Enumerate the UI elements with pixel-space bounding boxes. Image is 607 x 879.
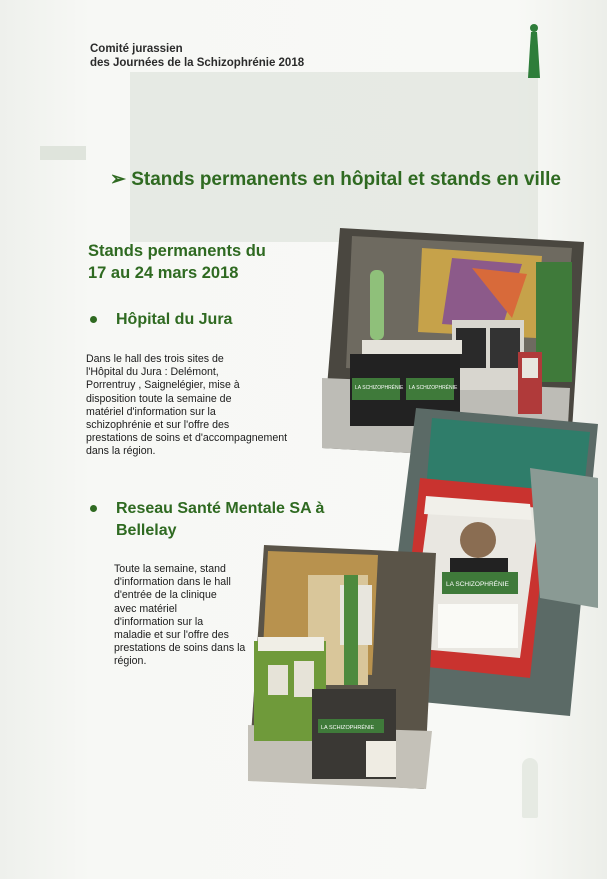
text-line: schizophrénie et sur l'offre des bbox=[86, 419, 230, 432]
text-line: dans la région. bbox=[86, 445, 156, 458]
reseau-text bbox=[114, 563, 254, 669]
banner-text: LA SCHIZOPHRÉNIE bbox=[355, 385, 404, 391]
text-line: d'information sur la bbox=[114, 615, 204, 628]
header-line-1: Comité jurassien bbox=[90, 43, 183, 55]
text-line: l'Hôpital du Jura : Delémont, bbox=[86, 366, 219, 379]
banner-text: LA SCHIZOPHRÉNIE bbox=[446, 581, 509, 588]
subtitle-line-2: 17 au 24 mars 2018 bbox=[88, 264, 239, 282]
bleed-through-band bbox=[130, 72, 538, 242]
bullet-dot-icon bbox=[90, 316, 97, 323]
banner-text: LA SCHIZOPHRÉNIE bbox=[409, 385, 458, 391]
hospital-text bbox=[86, 353, 326, 459]
text-line: d'entrée de la clinique bbox=[114, 589, 217, 602]
text-line: Porrentruy , Saignelégier, mise à bbox=[86, 379, 240, 392]
text-line: région. bbox=[114, 655, 147, 668]
bullet-dot-icon bbox=[90, 505, 97, 512]
header-line-2: des Journées de la Schizophrénie 2018 bbox=[90, 57, 305, 69]
page-header bbox=[90, 42, 304, 70]
text-line: Toute la semaine, stand bbox=[114, 563, 226, 575]
text-line: d'information dans le hall bbox=[114, 576, 231, 589]
logo-figure-icon bbox=[524, 22, 544, 80]
section-title-text: Stands permanents en hôpital et stands en ville bbox=[131, 169, 561, 190]
text-line: disposition toute la semaine de bbox=[86, 392, 232, 405]
subtitle-line-1: Stands permanents du bbox=[88, 242, 266, 260]
section-title bbox=[110, 168, 561, 191]
reseau-heading bbox=[116, 498, 324, 542]
hospital-heading: Hôpital du Jura bbox=[116, 311, 233, 328]
text-line: prestations de soins dans la bbox=[114, 642, 246, 655]
bleed-through-figure bbox=[522, 758, 538, 818]
photo-clinic-stand bbox=[248, 545, 436, 789]
subtitle bbox=[88, 240, 288, 284]
text-line: Dans le hall des trois sites de bbox=[86, 353, 224, 365]
text-line: matériel d'information sur la bbox=[86, 405, 216, 418]
bleed-through-arrow bbox=[40, 146, 86, 160]
reseau-heading-line-1: Reseau Santé Mentale SA à bbox=[116, 500, 325, 517]
text-line: avec matériel bbox=[114, 602, 177, 615]
reseau-heading-line-2: Bellelay bbox=[116, 522, 177, 539]
arrow-bullet-icon: ➢ bbox=[110, 169, 126, 190]
text-line: prestations de soins et d'accompagnement bbox=[86, 432, 288, 445]
text-line: maladie et sur l'offre des bbox=[114, 629, 229, 642]
banner-text: LA SCHIZOPHRÉNIE bbox=[321, 725, 375, 731]
